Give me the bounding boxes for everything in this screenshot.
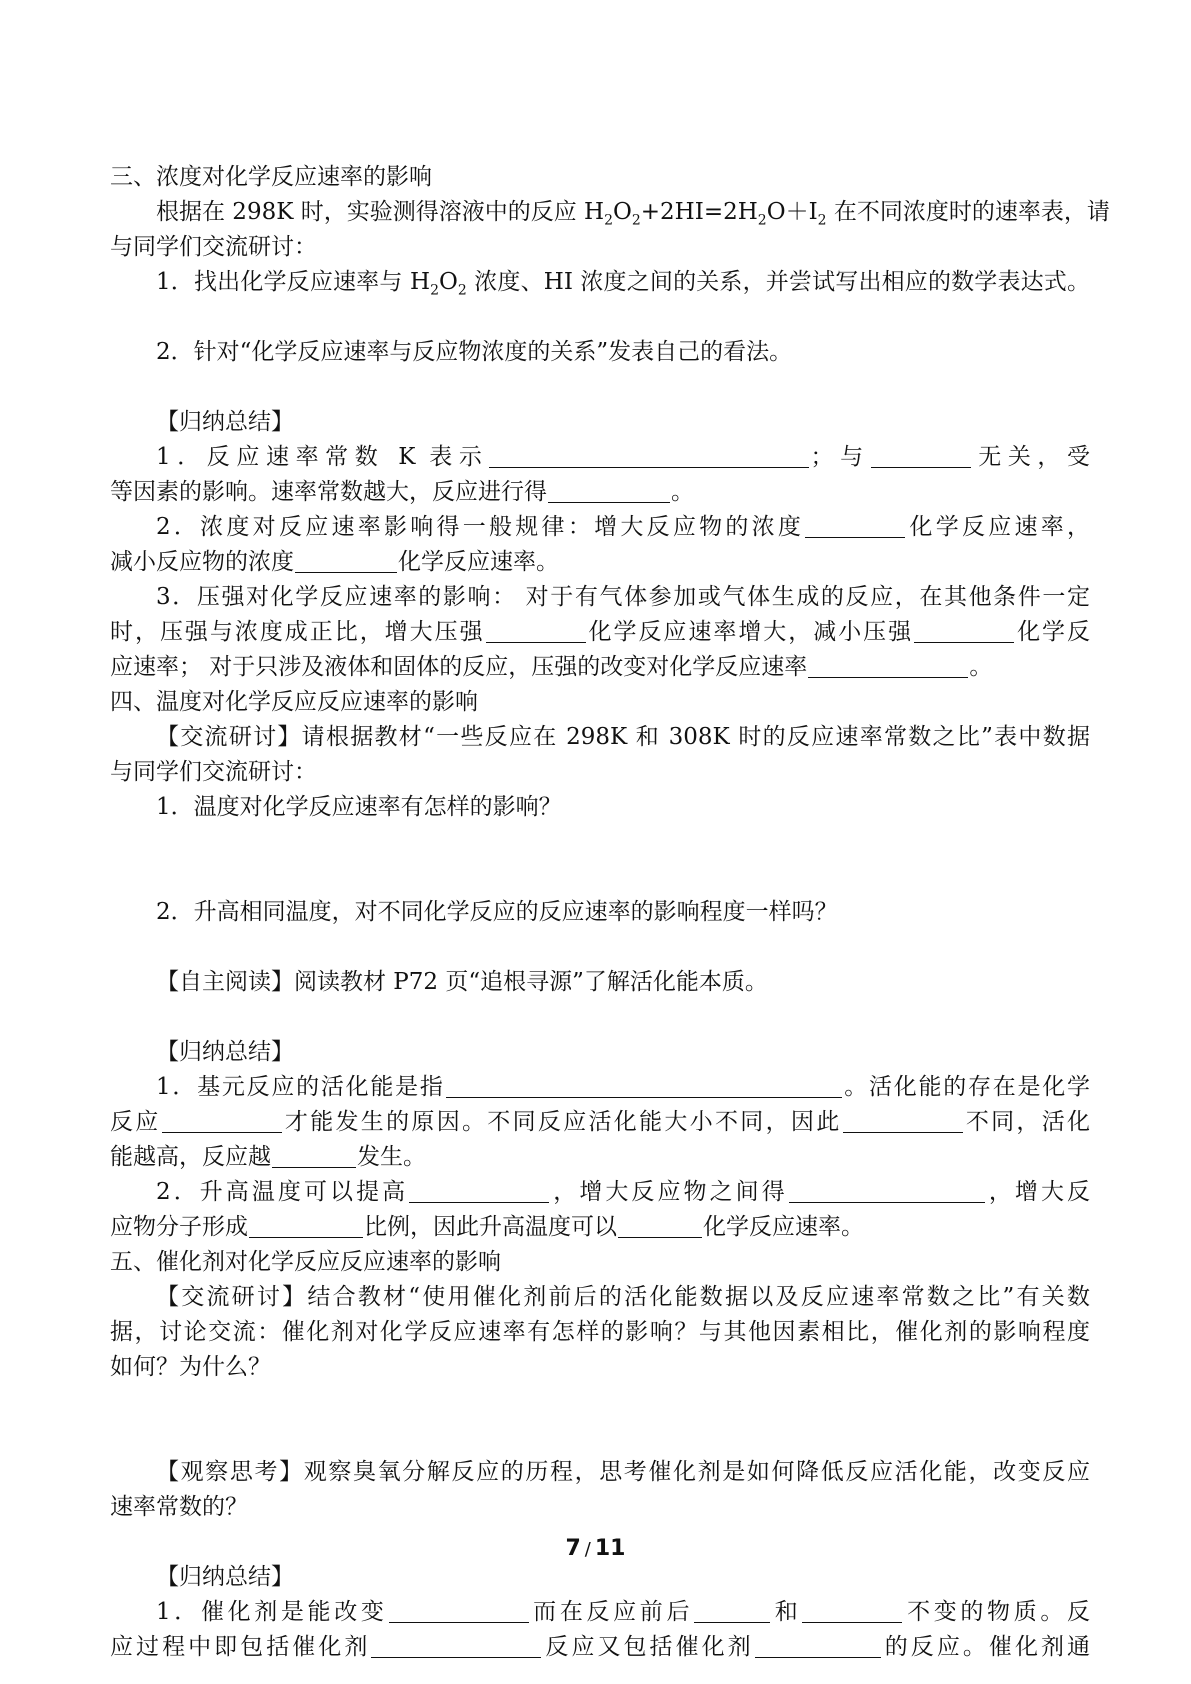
- page-separator: /: [584, 1539, 591, 1560]
- summary-2-item-2: 2．升高温度可以提高 ，增大反应物之间得 ，增大反: [156, 1179, 1091, 1205]
- summary-2-item-2-cont: 应物分子形成 比例，因此升高温度可以 化学反应速率。: [110, 1214, 864, 1240]
- section-4-title: 四、温度对化学反应反应速率的影响: [110, 689, 478, 715]
- answer-blank[interactable]: [802, 1598, 902, 1623]
- section-5-observation-cont: 速率常数的？: [110, 1494, 248, 1520]
- summary-2-item-1: 1．基元反应的活化能是指 。活化能的存在是化学: [156, 1074, 1090, 1100]
- answer-blank[interactable]: [489, 443, 809, 468]
- answer-blank[interactable]: [808, 653, 968, 678]
- total-pages: 11: [594, 1536, 626, 1561]
- answer-blank[interactable]: [618, 1213, 702, 1238]
- summary-2-item-1-cont: 反应 才能发生的原因。不同反应活化能大小不同，因此 不同，活化: [110, 1109, 1091, 1135]
- section-3-question-2: 2．针对“化学反应速率与反应物浓度的关系”发表自己的看法。: [156, 339, 793, 365]
- section-4-discussion: 【交流研讨】请根据教材“一些反应在 298K 和 308K 时的反应速率常数之比”表中数据: [156, 724, 1090, 750]
- answer-blank[interactable]: [371, 1633, 541, 1658]
- answer-blank[interactable]: [755, 1633, 881, 1658]
- section-5-discussion-cont: 据，讨论交流：催化剂对化学反应速率有怎样的影响？与其他因素相比，催化剂的影响程度: [110, 1319, 1090, 1345]
- summary-1-item-3-cont: 时，压强与浓度成正比，增大压强 化学反应速率增大，减小压强 化学反: [110, 619, 1090, 645]
- answer-blank[interactable]: [914, 618, 1014, 643]
- section-5-discussion-cont2: 如何？为什么？: [110, 1354, 271, 1380]
- answer-blank[interactable]: [486, 618, 586, 643]
- section-4-question-2: 2．升高相同温度，对不同化学反应的反应速率的影响程度一样吗？: [156, 899, 838, 925]
- answer-blank[interactable]: [162, 1108, 282, 1133]
- section-3-intro-cont: 与同学们交流研讨：: [110, 234, 317, 260]
- section-5-title: 五、催化剂对化学反应反应速率的影响: [110, 1249, 501, 1275]
- current-page: 7: [565, 1536, 581, 1561]
- summary-3-item-1-cont: 应过程中即包括催化剂 反应又包括催化剂 的反应。催化剂通: [110, 1634, 1091, 1660]
- summary-1-item-1: 1．反应速率常数 K 表示 ；与 无关，受: [156, 444, 1090, 470]
- summary-2-title: 【归纳总结】: [156, 1039, 294, 1065]
- section-4-reading: 【自主阅读】阅读教材 P72 页“追根寻源”了解活化能本质。: [156, 969, 768, 995]
- answer-blank[interactable]: [389, 1598, 529, 1623]
- answer-blank[interactable]: [409, 1178, 549, 1203]
- section-4-discussion-cont: 与同学们交流研讨：: [110, 759, 317, 785]
- section-3-intro: 根据在 298K 时，实验测得溶液中的反应 $H_2O_2+2HI=2H_2O+I_2$ 在不同浓度时的速率表，请: [156, 199, 1110, 229]
- summary-3-item-1: 1．催化剂是能改变 而在反应前后 和 不变的物质。反: [156, 1599, 1091, 1625]
- section-5-discussion: 【交流研讨】结合教材“使用催化剂前后的活化能数据以及反应速率常数之比”有关数: [156, 1284, 1090, 1310]
- answer-blank[interactable]: [843, 1108, 963, 1133]
- summary-1-item-2-cont: 减小反应物的浓度 化学反应速率。: [110, 549, 559, 575]
- section-5-observation: 【观察思考】观察臭氧分解反应的历程，思考催化剂是如何降低反应活化能，改变反应: [156, 1459, 1090, 1485]
- page-number: [0, 1536, 1191, 1561]
- section-4-question-1: 1．温度对化学反应速率有怎样的影响？: [156, 794, 562, 820]
- summary-1-item-1-cont: 等因素的影响。速率常数越大，反应进行得 。: [110, 479, 694, 505]
- summary-1-item-2: 2．浓度对反应速率影响得一般规律：增大反应物的浓度 化学反应速率，: [156, 514, 1091, 540]
- document-page: [110, 160, 1110, 1665]
- summary-1-item-3: 3．压强对化学反应速率的影响： 对于有气体参加或气体生成的反应，在其他条件一定: [156, 584, 1090, 610]
- section-3-question-1: 1．找出化学反应速率与 $H_2O_2$ 浓度、HI 浓度之间的关系，并尝试写出相应的数学表达式。: [156, 269, 1090, 299]
- summary-2-item-1-cont2: 能越高，反应越 发生。: [110, 1144, 426, 1170]
- summary-1-title: 【归纳总结】: [156, 409, 294, 435]
- answer-blank[interactable]: [446, 1073, 842, 1098]
- answer-blank[interactable]: [548, 478, 670, 503]
- summary-3-title: 【归纳总结】: [156, 1564, 294, 1590]
- answer-blank[interactable]: [789, 1178, 985, 1203]
- answer-blank[interactable]: [871, 443, 971, 468]
- answer-blank[interactable]: [272, 1143, 356, 1168]
- answer-blank[interactable]: [694, 1598, 770, 1623]
- answer-blank[interactable]: [805, 513, 905, 538]
- answer-blank[interactable]: [295, 548, 397, 573]
- answer-blank[interactable]: [249, 1213, 363, 1238]
- section-3-title: 三、浓度对化学反应速率的影响: [110, 164, 432, 190]
- summary-1-item-3-cont2: 应速率； 对于只涉及液体和固体的反应，压强的改变对化学反应速率 。: [110, 654, 993, 680]
